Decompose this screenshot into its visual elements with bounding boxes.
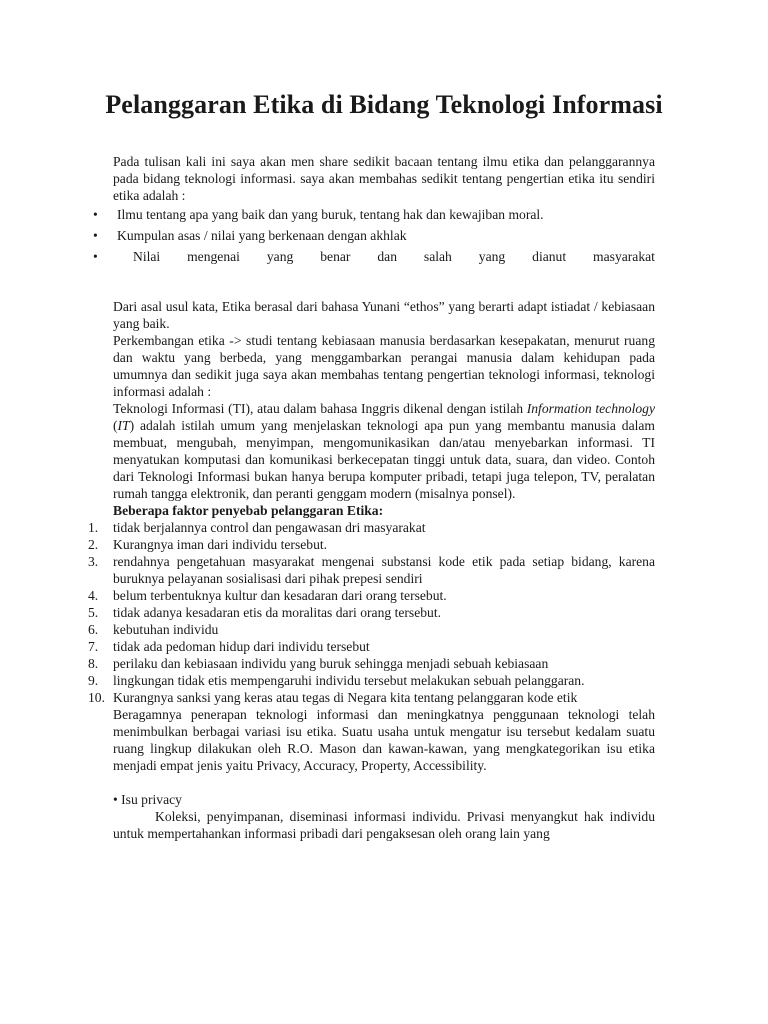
factor-number: 1. [88,520,99,535]
intro-paragraph: Pada tulisan kali ini saya akan men share sedikit bacaan tentang ilmu etika dan pelanggarannya pada bidang teknologi informasi. saya akan membahas sedikit tentang pengertian etika itu sendiri etika adalah : [113,154,655,203]
bullet-word: Nilai [133,249,161,264]
bullet-word: salah [423,249,452,264]
bullet-word: dan [377,249,397,264]
factor-text: Kurangnya sanksi yang keras atau tegas di Negara kita tentang pelanggaran kode etik [113,690,578,705]
factor-item-6 [88,621,655,638]
factors-heading: Beberapa faktor penyebab pelanggaran Etika: [113,503,384,518]
ti-text-part: Teknologi Informasi (TI), atau dalam bahasa Inggris dikenal dengan istilah [113,401,527,416]
bullet-item-2 [93,227,655,244]
variety-paragraph: Beragamnya penerapan teknologi informasi dan meningkatnya penggunaan teknologi telah menimbulkan berbagai variasi isu etika. Suatu usaha untuk mengatur isu tersebut kedalam suatu ruang lingkup dilakukan oleh R.O. Mason dan kawan-kawan, yang mengkategorikan isu etika menjadi empat jenis yaitu Privacy, Accuracy, Property, Accessibility. [113,707,655,773]
document-body [88,153,655,842]
factor-text: tidak berjalannya control dan pengawasan dri masyarakat [113,520,426,535]
spacer [113,265,655,298]
factor-text: tidak adanya kesadaran etis da moralitas dari orang tersebut. [113,605,442,620]
factor-item-7 [88,638,655,655]
factor-item-10 [88,689,655,706]
privacy-heading: • Isu privacy [113,792,182,807]
bullet-marker: • [93,249,98,264]
factor-number: 4. [88,588,99,603]
ti-paragraph [113,400,655,502]
ti-text-part: ( [113,418,118,433]
ti-italic-abbr: IT [117,418,130,433]
bullet-word: benar [320,249,351,264]
factor-text: kebutuhan individu [113,622,219,637]
bullet-marker: • [93,228,98,243]
factor-text: rendahnya pengetahuan masyarakat mengenai substansi kode etik pada setiap bidang, karena buruknya pelayanan sosialisasi dari pihak prepesi sendiri [113,554,655,586]
factor-number: 9. [88,673,99,688]
bullet-item-text: Ilmu tentang apa yang baik dan yang buruk, tentang hak dan kewajiban moral. [117,207,544,222]
factor-item-2 [88,536,655,553]
factor-text: tidak ada pedoman hidup dari individu tersebut [113,639,370,654]
development-paragraph: Perkembangan etika -> studi tentang kebiasaan manusia berdasarkan kesepakatan, menurut ruang dan waktu yang berbeda, yang menggambarkan perangai manusia dalam kehidupan pada umumnya dan sedikit juga saya akan membahas tentang pengertian teknologi informasi, teknologi informasi adalah : [113,333,655,399]
factor-text: lingkungan tidak etis mempengaruhi individu tersebut melakukan sebuah pelanggaran. [113,673,585,688]
factor-item-4 [88,587,655,604]
origin-paragraph: Dari asal usul kata, Etika berasal dari bahasa Yunani “ethos” yang berarti adapt istiadat / kebiasaan yang baik. [113,299,655,331]
bullet-word: yang [478,249,506,264]
factor-number: 3. [88,554,99,569]
factor-number: 7. [88,639,99,654]
bullet-word: dianut [532,249,567,264]
factor-item-8 [88,655,655,672]
factor-text: belum terbentuknya kultur dan kesadaran dari orang tersebut. [113,588,447,603]
bullet-item-1 [93,206,655,223]
factor-number: 6. [88,622,99,637]
factor-item-1 [88,519,655,536]
factor-number: 8. [88,656,99,671]
bullet-item-3 [93,248,655,265]
factor-text: Kurangnya iman dari individu tersebut. [113,537,328,552]
bullet-word: masyarakat [593,249,655,264]
factor-number: 5. [88,605,99,620]
factor-item-3 [88,553,655,587]
bullet-item-text: Kumpulan asas / nilai yang berkenaan dengan akhlak [117,228,407,243]
document-title: Pelanggaran Etika di Bidang Teknologi Informasi [105,90,663,119]
privacy-paragraph: Koleksi, penyimpanan, diseminasi informasi individu. Privasi menyangkut hak individu untuk mempertahankan informasi pribadi dari pengaksesan oleh orang lain yang [113,809,655,841]
factor-number: 2. [88,537,99,552]
factor-item-5 [88,604,655,621]
spacer [113,774,655,791]
factor-number: 10. [88,690,105,705]
bullet-word: yang [266,249,294,264]
factor-item-9 [88,672,655,689]
factor-text: perilaku dan kebiasaan individu yang buruk sehingga menjadi sebuah kebiasaan [113,656,549,671]
bullet-word: mengenai [187,249,240,264]
ti-italic-term: Information technology [526,401,655,416]
bullet-marker: • [93,207,98,222]
ti-text-part: ) adalah istilah umum yang menjelaskan teknologi apa pun yang membantu manusia dalam membuat, mengubah, menyimpan, mengomunikasikan dan/atau menyebarkan informasi. TI menyatukan komputasi dan komunikasi berkecepatan tinggi untuk data, suara, dan video. Contoh dari Teknologi Informasi bukan hanya berupa komputer pribadi, tetapi juga telepon, TV, peralatan rumah tangga elektronik, dan peranti genggam modern (misalnya ponsel). [113,418,655,501]
